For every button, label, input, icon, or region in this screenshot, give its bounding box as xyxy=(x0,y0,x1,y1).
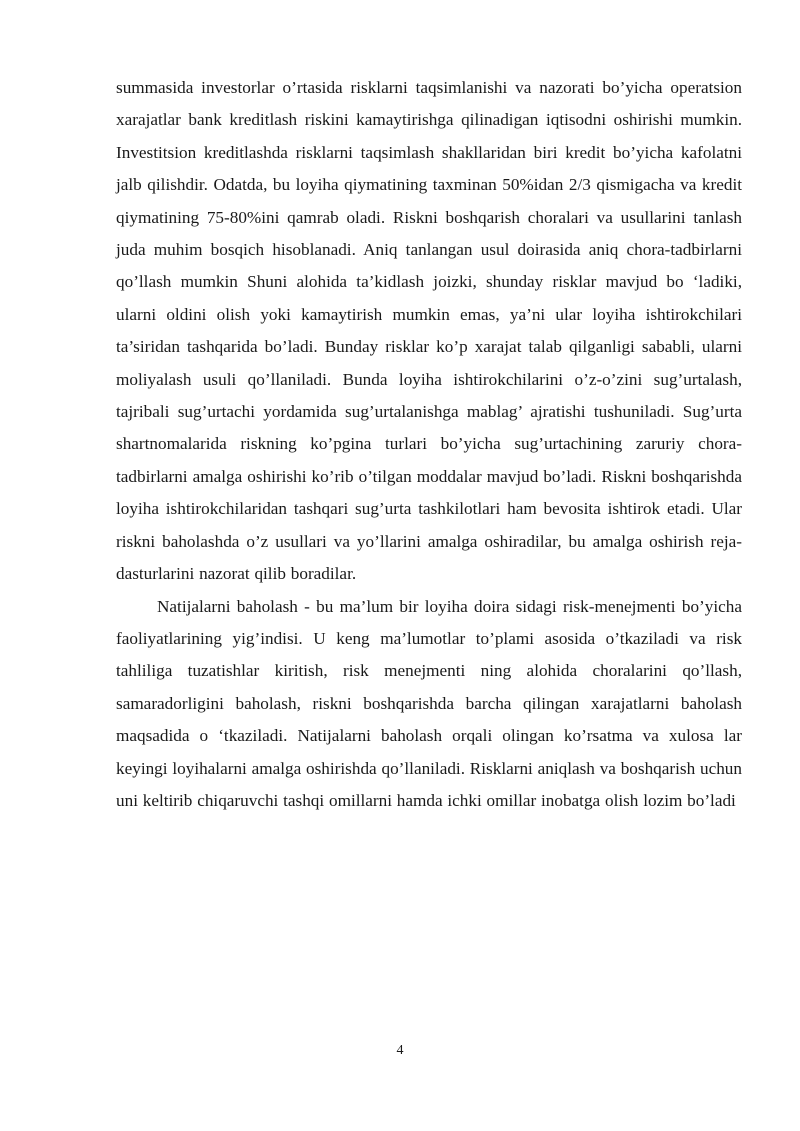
page-number: 4 xyxy=(396,1043,404,1058)
paragraph-1: summasida investorlar o’rtasida risklarni taqsimlanishi va nazorati bo’yicha operatsion xarajatlar bank kreditlash riskini kamaytirishga qilinadigan iqtisodni oshirishi mumkin. Investitsion kreditlashda risklarni taqsimlash shakllaridan biri kredit bo’yicha kafolatni jalb qilishdir. Odatda, bu loyiha qiymatining taxminan 50%idan 2/3 qismigacha va kredit qiymatining 75-80%ini qamrab oladi. Riskni boshqarish choralari va usullarini tanlash juda muhim bosqich hisoblanadi. Aniq tanlangan usul doirasida aniq chora-tadbirlarni qo’llash mumkin Shuni alohida ta’kidlash joizki, shunday risklar mavjud bo ‘ladiki, ularni oldini olish yoki kamaytirish mumkin emas, ya’ni ular loyiha ishtirokchilari ta’siridan tashqarida bo’ladi. Bunday risklar ko’p xarajat talab qilganligi sababli, ularni moliyalash usuli qo’llaniladi. Bunda loyiha ishtirokchilarini o’z-o’zini sug’urtalash, tajribali sug’urtachi yordamida sug’urtalanishga mablag’ ajratishi tushuniladi. Sug’urta shartnomalarida riskning ko’pgina turlari bo’yicha sug’urtachining zaruriy chora-tadbirlarni amalga oshirishi ko’rib o’tilgan moddalar mavjud bo’ladi. Riskni boshqarishda loyiha ishtirokchilaridan tashqari sug’urta tashkilotlari ham bevosita ishtirok etadi. Ular riskni baholashda o’z usullari va yo’llarini amalga oshiradilar, bu amalga oshirish reja-dasturlarini nazorat qilib boradilar. xyxy=(116,78,742,584)
paragraph-2: Natijalarni baholash - bu ma’lum bir loyiha doira sidagi risk-menejmenti bo’yicha faoliyatlarining yig’indisi. U keng ma’lumotlar to’plami asosida o’tkaziladi va risk tahliliga tuzatishlar kiritish, risk menejmenti ning alohida choralarini qo’llash, samaradorligini baholash, riskni boshqarishda barcha qilingan xarajatlarni baholash maqsadida o ‘tkaziladi. Natijalarni baholash orqali olingan ko’rsatma va xulosa lar keyingi loyihalarni amalga oshirishda qo’llaniladi. Risklarni aniqlash va boshqarish uchun uni keltirib chiqaruvchi tashqi omillarni hamda ichki omillar inobatga olish lozim bo’ladi xyxy=(116,596,742,810)
body-text xyxy=(116,72,742,817)
